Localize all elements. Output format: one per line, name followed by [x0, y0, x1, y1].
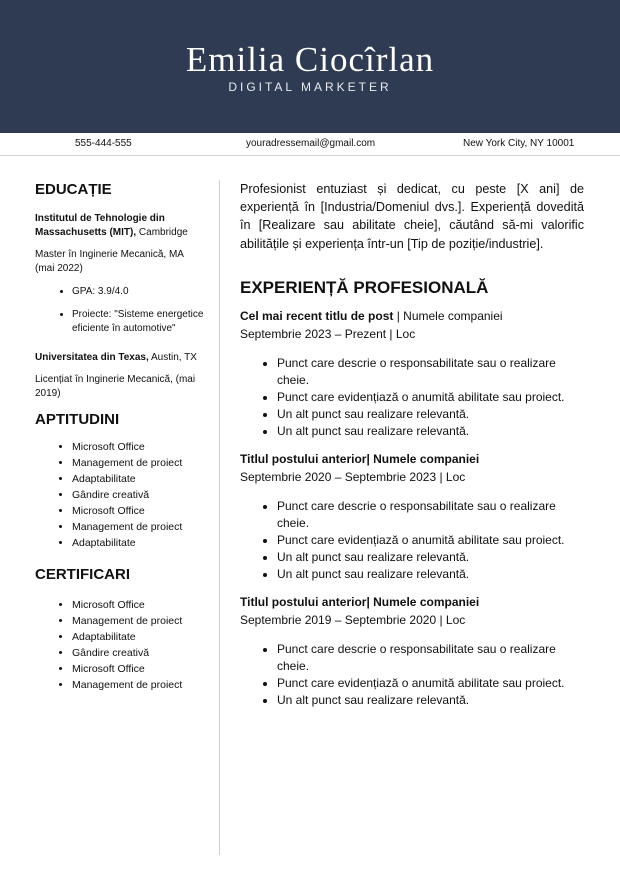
candidate-name: Emilia Ciocîrlan	[185, 40, 435, 79]
experience-title: EXPERIENȚĂ PROFESIONALĂ	[240, 277, 489, 297]
job-title-line	[240, 307, 584, 325]
list-item: • Adaptabilitate	[72, 471, 205, 487]
right-column	[240, 180, 584, 709]
list-item: • Un alt punct sau realizare relevantă.	[277, 566, 584, 583]
job-title: Titlul postului anterior| Numele companiei	[240, 451, 480, 466]
list-item: • Microsoft Office	[72, 439, 205, 455]
list-item: • Proiecte: "Sisteme energetice eficiente în automotive"	[72, 308, 205, 336]
job-bullets	[240, 641, 584, 709]
job-company: | Numele companiei	[393, 308, 503, 323]
list-item: • Management de proiect	[72, 455, 205, 471]
list-item: • Management de proiect	[72, 613, 205, 629]
list-item: • Adaptabilitate	[72, 629, 205, 645]
school-city: Austin, TX	[148, 352, 197, 363]
list-item: • Microsoft Office	[72, 597, 205, 613]
education-entry-1-bullets	[35, 285, 205, 336]
profile-summary: Profesionist entuziast și dedicat, cu peste [X ani] de experiență în [Industria/Domeniul dvs.]. Experiență dovedită în [Realizare sau abilitate cheie], căutând să-mi valorific abilitățile și experiența într-un [Tip de poziție/industrie].	[240, 182, 584, 251]
education-entry-2-school	[35, 351, 205, 365]
list-item: • Punct care descrie o responsabilitate sau o realizare cheie.	[277, 641, 584, 675]
education-entry-2-degree: Licențiat în Inginerie Mecanică, (mai 2019)	[35, 374, 196, 399]
education-entry-1-degree: Master în Inginerie Mecanică, MA (mai 2022)	[35, 249, 184, 274]
job-title-line	[240, 450, 584, 468]
job-bullets	[240, 498, 584, 583]
list-item: • Punct care evidențiază o anumită abilitate sau proiect.	[277, 389, 584, 406]
list-item: • Un alt punct sau realizare relevantă.	[277, 423, 584, 440]
certificates-list	[35, 597, 205, 693]
job-title: Cel mai recent titlu de post	[240, 308, 394, 323]
list-item: • Punct care descrie o responsabilitate sau o realizare cheie.	[277, 355, 584, 389]
left-column	[35, 180, 205, 693]
column-divider	[219, 180, 220, 855]
list-item: • Microsoft Office	[72, 661, 205, 677]
list-item: • Un alt punct sau realizare relevantă.	[277, 692, 584, 709]
candidate-role: DIGITAL MARKETER	[228, 80, 392, 94]
list-item: • Microsoft Office	[72, 503, 205, 519]
job-title-line	[240, 593, 584, 611]
list-item: • Un alt punct sau realizare relevantă.	[277, 549, 584, 566]
school-name: Universitatea din Texas,	[35, 352, 149, 363]
list-item: • Management de proiect	[72, 677, 205, 693]
contact-bar	[0, 133, 620, 156]
education-entry-1-school	[35, 212, 205, 240]
job-title: Titlul postului anterior| Numele companiei	[240, 594, 480, 609]
list-item: • Punct care evidențiază o anumită abilitate sau proiect.	[277, 532, 584, 549]
header-banner	[0, 0, 620, 133]
contact-location: New York City, NY 10001	[463, 138, 575, 149]
job-dates: Septembrie 2023 – Prezent | Loc	[240, 326, 416, 341]
list-item: • Gândire creativă	[72, 645, 205, 661]
job-dates: Septembrie 2019 – Septembrie 2020 | Loc	[240, 612, 466, 627]
list-item: • GPA: 3.9/4.0	[72, 285, 205, 299]
school-name: Institutul de Tehnologie din Massachusetts (MIT),	[35, 213, 165, 238]
list-item: • Un alt punct sau realizare relevantă.	[277, 406, 584, 423]
job-bullets	[240, 355, 584, 440]
certificates-title: CERTIFICARI	[35, 566, 130, 583]
school-city: Cambridge	[136, 227, 188, 238]
list-item: • Management de proiect	[72, 519, 205, 535]
job-entry-3	[240, 593, 584, 709]
education-title: EDUCAȚIE	[35, 181, 112, 198]
skills-title: APTITUDINI	[35, 411, 120, 428]
contact-phone: 555-444-555	[75, 138, 132, 149]
skills-list	[35, 439, 205, 551]
list-item: • Punct care evidențiază o anumită abilitate sau proiect.	[277, 675, 584, 692]
contact-email: youradressemail@gmail.com	[246, 138, 376, 149]
list-item: • Gândire creativă	[72, 487, 205, 503]
job-dates: Septembrie 2020 – Septembrie 2023 | Loc	[240, 469, 466, 484]
job-entry-2	[240, 450, 584, 583]
job-entry-1	[240, 307, 584, 440]
list-item: • Punct care descrie o responsabilitate sau o realizare cheie.	[277, 498, 584, 532]
list-item: • Adaptabilitate	[72, 535, 205, 551]
